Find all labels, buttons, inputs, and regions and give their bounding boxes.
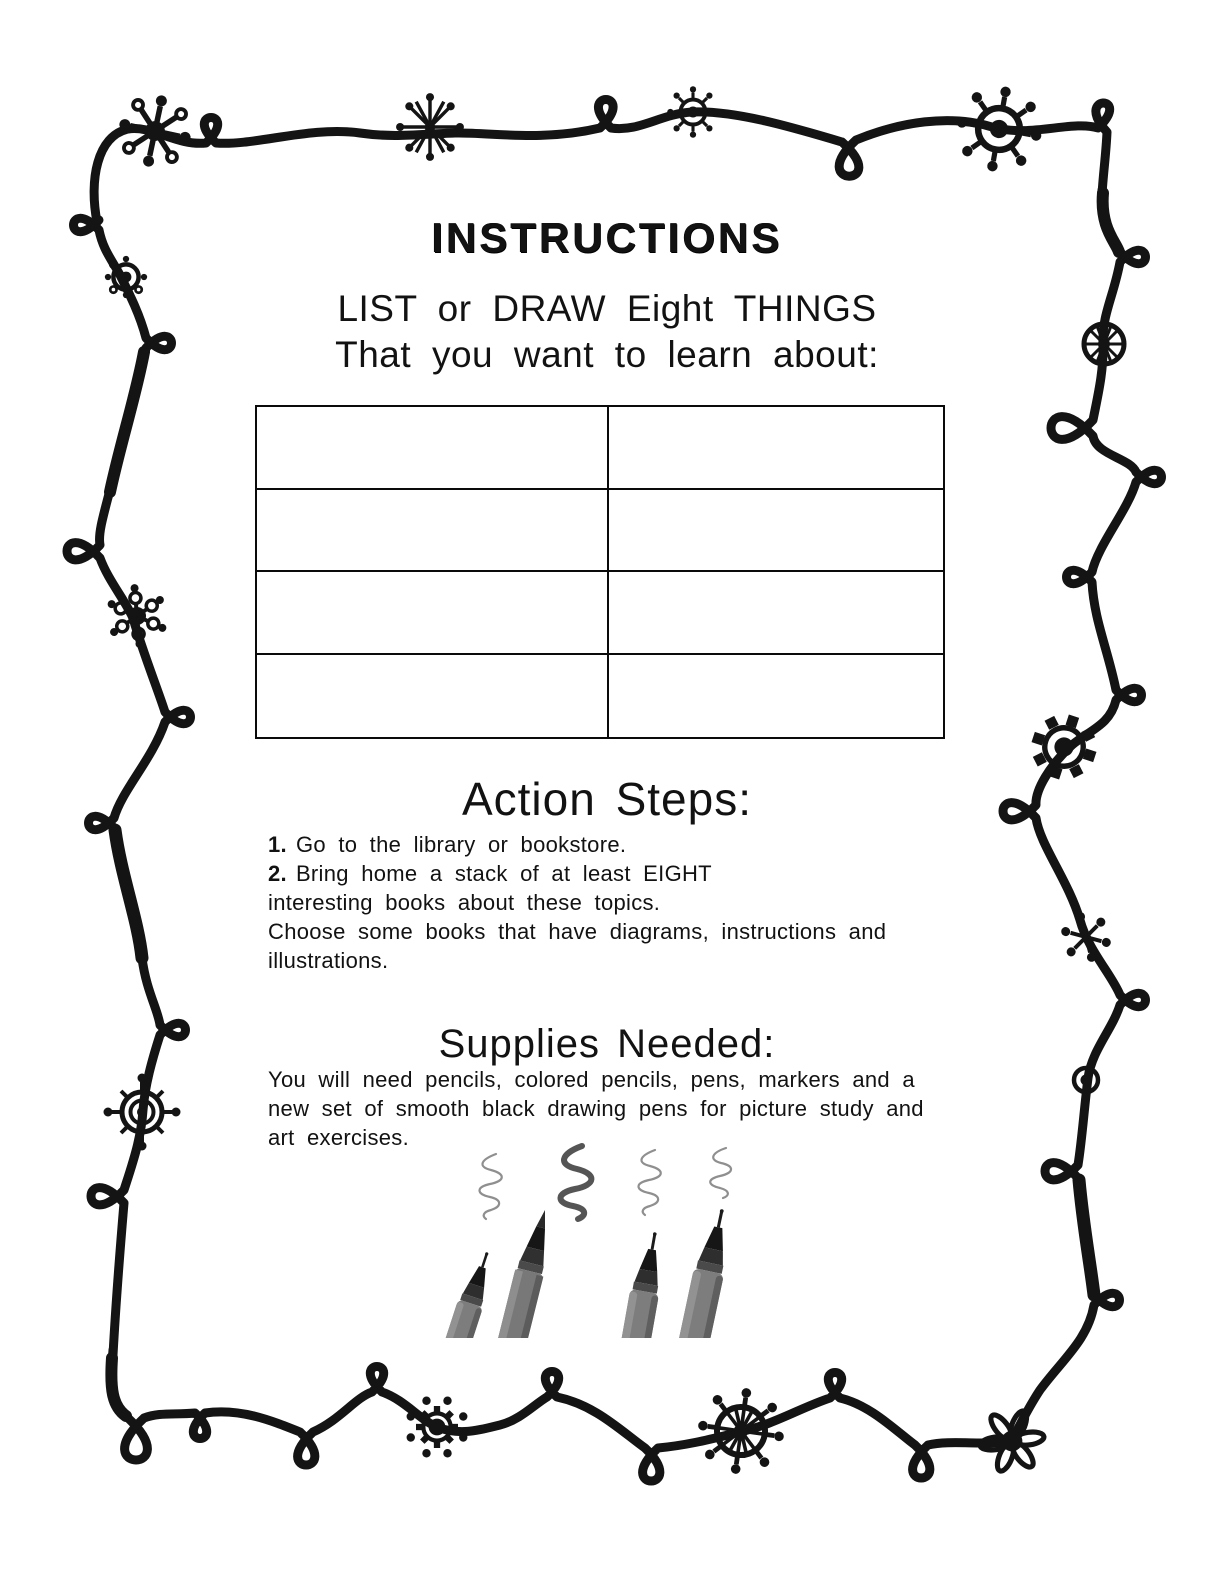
doodle-ornament: [396, 93, 464, 161]
border-bottom: [112, 1350, 1008, 1481]
step-number: 2.: [268, 861, 287, 886]
step-text: interesting books about these topics.: [268, 890, 661, 915]
step-text: illustrations.: [268, 948, 389, 973]
table-cell: [609, 572, 943, 655]
subtitle-line-1: LIST or DRAW Eight THINGS: [337, 288, 877, 329]
doodle-ornament: [96, 577, 178, 655]
step-text: Go to the library or bookstore.: [295, 832, 627, 857]
doodle-ornament: [104, 1074, 181, 1151]
drawing-pens-photo: [430, 1136, 780, 1338]
table-cell: [609, 490, 943, 573]
step-text: Choose some books that have diagrams, instructions and: [268, 919, 887, 944]
step-number: 1.: [268, 832, 287, 857]
doodle-ornament: [976, 1406, 1048, 1476]
supplies-line: new set of smooth black drawing pens for picture study and: [268, 1096, 924, 1121]
border-top: [94, 100, 1110, 223]
action-step-line: [268, 859, 886, 888]
page-subtitle: [0, 286, 1214, 378]
supplies-line: art exercises.: [268, 1125, 410, 1150]
page-title: INSTRUCTIONS: [431, 214, 783, 261]
subtitle-line-2: That you want to learn about:: [335, 334, 879, 375]
action-step-line: [268, 946, 886, 975]
action-step-line: [268, 888, 886, 917]
step-text: Bring home a stack of at least EIGHT: [295, 861, 712, 886]
doodle-ornament: [667, 86, 718, 137]
table-cell: [257, 655, 609, 738]
action-steps-heading: Action Steps:: [461, 773, 753, 825]
table-cell: [257, 407, 609, 490]
doodle-ornament: [407, 1397, 468, 1458]
table-cell: [257, 572, 609, 655]
action-steps-paragraph: [268, 830, 886, 975]
supplies-line: You will need pencils, colored pencils, pens, markers and a: [268, 1067, 915, 1092]
doodle-ornament: [692, 1382, 790, 1480]
table-cell: [609, 407, 943, 490]
supplies-heading: Supplies Needed:: [438, 1022, 776, 1066]
table-cell: [609, 655, 943, 738]
action-step-line: [268, 917, 886, 946]
action-step-line: [268, 830, 886, 859]
topics-table: [255, 405, 945, 739]
table-cell: [257, 490, 609, 573]
doodle-ornament: [1055, 908, 1116, 965]
